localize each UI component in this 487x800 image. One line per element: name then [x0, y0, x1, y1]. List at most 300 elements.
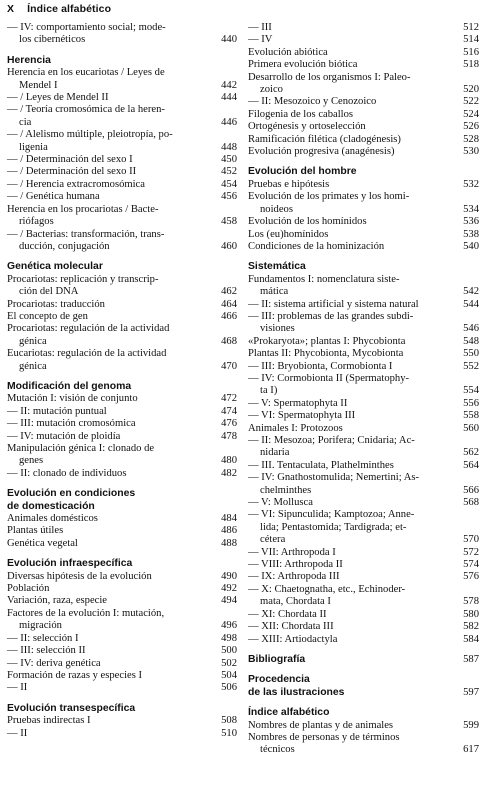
- entry-text: [7, 406, 213, 418]
- page-number: 536: [463, 216, 479, 228]
- page-number: 556: [463, 397, 479, 409]
- page-number: 518: [463, 59, 479, 71]
- index-entry: [7, 393, 237, 405]
- index-section: [248, 666, 479, 699]
- page-number: 486: [221, 525, 237, 537]
- entry-text: [7, 393, 213, 405]
- entry-text: [248, 241, 455, 253]
- page-number: 597: [463, 686, 479, 698]
- entry-line: — IV: Gnathostomulida; Nemertini; As-: [248, 472, 420, 484]
- index-section: [7, 480, 237, 550]
- index-entry: [248, 348, 479, 360]
- entry-text: [7, 431, 213, 443]
- page-number: 444: [221, 92, 237, 104]
- index-entry: [248, 229, 479, 241]
- entry-line: Filogenia de los caballos: [248, 108, 354, 120]
- page-number: 554: [463, 385, 479, 397]
- page-number: 528: [463, 133, 479, 145]
- entry-line: — VII: Arthropoda I: [248, 546, 336, 558]
- section-heading: [7, 261, 237, 273]
- index-section: [7, 47, 237, 254]
- page-number: 490: [221, 570, 237, 582]
- page-number: 526: [463, 121, 479, 133]
- index-section: [248, 22, 479, 158]
- page-number: 462: [221, 286, 237, 298]
- index-entry: [248, 497, 479, 509]
- entry-line: — / Determinación del sexo II: [7, 166, 137, 178]
- entry-line: mata, Chordata I: [260, 596, 331, 608]
- index-entry: [248, 472, 479, 497]
- page-number: 520: [463, 84, 479, 96]
- entry-line: migración: [19, 620, 62, 632]
- section-title: Evolución infraespecífica: [7, 558, 133, 570]
- section-title: Genética molecular: [7, 261, 103, 273]
- index-entry: [248, 146, 479, 158]
- entry-line: riófagos: [19, 216, 54, 228]
- index-entry: [7, 670, 237, 682]
- entry-line: — X: Chaetognatha, etc., Echinoder-: [248, 583, 406, 595]
- entry-line: — VIII: Arthropoda II: [248, 559, 343, 571]
- entry-line: El concepto de gen: [7, 310, 88, 322]
- entry-line: — II: mutación puntual: [7, 405, 107, 417]
- entry-text: [7, 538, 213, 550]
- page-number: 488: [221, 537, 237, 549]
- entry-line: chelminthes: [260, 484, 312, 496]
- entry-text: [248, 311, 455, 336]
- page-number: 534: [463, 203, 479, 215]
- entry-line: — V: Spermatophyta II: [248, 397, 348, 409]
- index-entry: [7, 431, 237, 443]
- entry-line: Fundamentos I: nomenclatura siste-: [248, 273, 400, 285]
- entry-line: — VI: Sipunculida; Kamptozoa; Anne-: [248, 509, 415, 521]
- entry-line: Ramificación filética (cladogénesis): [248, 133, 401, 145]
- entry-line: los cibernéticos: [19, 34, 86, 46]
- entry-text: [248, 621, 455, 633]
- entry-line: — / Alelismo múltiple, pleiotropía, po-: [7, 129, 173, 141]
- entry-line: noideos: [260, 203, 293, 215]
- page-number: 460: [221, 240, 237, 252]
- index-entry: [7, 583, 237, 595]
- entry-text: [248, 373, 455, 398]
- entry-text: [248, 179, 455, 191]
- entry-text: [248, 109, 455, 121]
- index-entry: [7, 311, 237, 323]
- entry-text: [248, 361, 455, 373]
- entry-text: [7, 67, 213, 92]
- index-section: [7, 550, 237, 694]
- entry-text: [7, 92, 213, 104]
- entry-text: [7, 204, 213, 229]
- index-entry: [248, 311, 479, 336]
- index-section: [7, 253, 237, 373]
- entry-line: génica: [19, 360, 47, 372]
- page-number: 470: [221, 360, 237, 372]
- section-title: Procedencia de las ilustraciones: [248, 674, 345, 698]
- entry-line: Herencia en los eucariotas / Leyes de: [7, 67, 165, 79]
- section-title: Modificación del genoma: [7, 380, 132, 392]
- index-section: [248, 646, 479, 666]
- page-number: 540: [463, 240, 479, 252]
- entry-text: [248, 460, 455, 472]
- page-number: 496: [221, 620, 237, 632]
- entry-text: [248, 191, 455, 216]
- index-entry: [7, 468, 237, 480]
- entry-text: [248, 720, 455, 732]
- entry-text: [248, 146, 455, 158]
- page-number: 578: [463, 596, 479, 608]
- index-entry: [248, 361, 479, 373]
- page-number: 508: [221, 715, 237, 727]
- entry-line: Variación, raza, especie: [7, 595, 107, 607]
- entry-line: lida; Pentastomida; Tardigrada; et-: [260, 521, 407, 533]
- entry-line: — / Leyes de Mendel II: [7, 92, 109, 104]
- page-number: 510: [221, 727, 237, 739]
- page-number: 474: [221, 405, 237, 417]
- index-entry: [248, 621, 479, 633]
- index-entry: [248, 559, 479, 571]
- entry-text: [248, 435, 455, 460]
- index-entry: [248, 336, 479, 348]
- page-number: 484: [221, 513, 237, 525]
- entry-line: ción del DNA: [19, 286, 79, 298]
- entry-line: Formación de razas y especies I: [7, 669, 143, 681]
- entry-text: [7, 348, 213, 373]
- page-number: 584: [463, 633, 479, 645]
- page-number: 530: [463, 146, 479, 158]
- entry-line: Plantas útiles: [7, 525, 64, 537]
- entry-text: [248, 732, 455, 757]
- entry-line: Manipulación génica I: clonado de: [7, 443, 155, 454]
- entry-line: — / Bacterias: transformación, trans-: [7, 228, 165, 240]
- right-column: [248, 22, 479, 757]
- entry-line: — II: sistema artificial y sistema natural: [248, 298, 419, 310]
- entry-text: [248, 59, 455, 71]
- entry-text: [7, 608, 213, 633]
- section-title: Evolución transespecífica: [7, 702, 136, 714]
- section-title: Índice alfabético: [248, 707, 330, 719]
- entry-text: [7, 154, 213, 166]
- entry-text: [7, 525, 213, 537]
- page-number: 516: [463, 46, 479, 58]
- index-entry: [7, 728, 237, 740]
- entry-line: Los (eu)homínidos: [248, 228, 329, 240]
- index-entry: [7, 538, 237, 550]
- index-section: [248, 158, 479, 253]
- entry-text: [7, 418, 213, 430]
- page-number: 566: [463, 484, 479, 496]
- index-entry: [248, 509, 479, 546]
- entry-text: [248, 509, 455, 546]
- index-section: [248, 699, 479, 757]
- page-number: 452: [221, 166, 237, 178]
- index-entry: [7, 682, 237, 694]
- entry-line: Evolución progresiva (anagénesis): [248, 146, 395, 158]
- page-number: 512: [463, 22, 479, 33]
- index-entry: [7, 658, 237, 670]
- page-number: 464: [221, 298, 237, 310]
- entry-line: — II: clonado de individuos: [7, 467, 127, 479]
- entry-line: — II: selección I: [7, 632, 79, 644]
- entry-text: [7, 583, 213, 595]
- entry-text: [7, 191, 213, 203]
- section-heading: [7, 381, 237, 393]
- entry-text: [7, 571, 213, 583]
- index-entry: [248, 609, 479, 621]
- entry-line: Condiciones de la hominización: [248, 240, 385, 252]
- entry-line: Animales domésticos: [7, 513, 98, 525]
- entry-text: [248, 96, 455, 108]
- entry-line: — III: [248, 22, 272, 33]
- entry-line: zoico: [260, 84, 283, 96]
- page-number: 454: [221, 178, 237, 190]
- entry-line: — XII: Chordata III: [248, 621, 334, 633]
- page-number: 478: [221, 430, 237, 442]
- entry-line: Herencia en los procariotas / Bacte-: [7, 203, 159, 215]
- index-entry: [7, 92, 237, 104]
- index-entry: [7, 323, 237, 348]
- entry-line: Evolución de los homínidos: [248, 216, 367, 228]
- entry-text: [248, 274, 455, 299]
- index-entry: [7, 129, 237, 154]
- index-entry: [248, 423, 479, 435]
- section-heading: [248, 261, 479, 273]
- entry-text: [7, 670, 213, 682]
- entry-text: [7, 129, 213, 154]
- entry-text: [7, 274, 213, 299]
- entry-line: — III: Bryobionta, Cormobionta I: [248, 360, 393, 372]
- entry-line: — III: problemas de las grandes subdi-: [248, 310, 414, 322]
- page-number: 456: [221, 191, 237, 203]
- entry-line: Primera evolución biótica: [248, 59, 358, 71]
- index-entry: [248, 179, 479, 191]
- index-entry: [7, 274, 237, 299]
- page-number: 582: [463, 621, 479, 633]
- entry-line: Pruebas indirectas I: [7, 715, 91, 727]
- page-number: 570: [463, 534, 479, 546]
- entry-text: [248, 229, 455, 241]
- page-number: 458: [221, 216, 237, 228]
- entry-text: [248, 216, 455, 228]
- entry-line: Factores de la evolución I: mutación,: [7, 607, 165, 619]
- entry-text: [7, 645, 213, 657]
- entry-line: Evolución abiótica: [248, 46, 328, 58]
- index-entry: [7, 608, 237, 633]
- section-title: Sistemática: [248, 261, 306, 273]
- entry-line: ligenia: [19, 141, 48, 153]
- index-entry: [248, 216, 479, 228]
- index-section: [7, 695, 237, 740]
- index-entry: [248, 571, 479, 583]
- page-number: 542: [463, 286, 479, 298]
- entry-text: [7, 299, 213, 311]
- entry-text: [248, 423, 455, 435]
- index-entry: [248, 59, 479, 71]
- entry-line: — / Determinación del sexo I: [7, 154, 133, 166]
- page-number: 500: [221, 645, 237, 657]
- page-title: Índice alfabético: [27, 3, 112, 15]
- entry-text: [7, 513, 213, 525]
- entry-line: Procariotas: traducción: [7, 298, 105, 310]
- index-entry: [248, 22, 479, 34]
- index-entry: [7, 179, 237, 191]
- page-number: 476: [221, 418, 237, 430]
- section-title: Bibliografía: [248, 653, 306, 665]
- entry-line: Mendel I: [19, 79, 58, 91]
- entry-text: [248, 410, 455, 422]
- entry-line: Población: [7, 583, 50, 595]
- index-entry: [248, 47, 479, 59]
- page-number: 522: [463, 96, 479, 108]
- index-entry: [248, 274, 479, 299]
- page-number: 468: [221, 335, 237, 347]
- entry-line: Procariotas: regulación de la actividad: [7, 323, 170, 335]
- page-number: 446: [221, 116, 237, 128]
- entry-line: Mutación I: visión de conjunto: [7, 393, 138, 405]
- index-entry: [7, 525, 237, 537]
- section-title: Evolución en condiciones de domesticación: [7, 488, 136, 512]
- index-entry: [7, 166, 237, 178]
- page-number: 548: [463, 335, 479, 347]
- index-entry: [7, 67, 237, 92]
- page-number: 580: [463, 608, 479, 620]
- section-title: Herencia: [7, 54, 51, 66]
- page-number: 442: [221, 79, 237, 91]
- page-number: 550: [463, 348, 479, 360]
- entry-line: — / Herencia extracromosómica: [7, 178, 145, 190]
- entry-line: ta I): [260, 385, 278, 397]
- page-number: 552: [463, 360, 479, 372]
- index-entry: [7, 154, 237, 166]
- entry-line: técnicos: [260, 744, 295, 756]
- entry-line: — III: selección II: [7, 645, 86, 657]
- entry-line: genes: [19, 455, 44, 467]
- entry-line: — II: Mesozoico y Cenozoico: [248, 96, 377, 108]
- entry-text: [248, 348, 455, 360]
- entry-line: — IV: mutación de ploidía: [7, 430, 121, 442]
- entry-text: [248, 584, 455, 609]
- page-number: 617: [463, 744, 479, 756]
- section-heading: [248, 166, 479, 178]
- entry-text: [248, 336, 455, 348]
- entry-line: Ortogénesis y ortoselección: [248, 121, 366, 133]
- entry-text: [248, 47, 455, 59]
- entry-line: — IV: Cormobionta II (Spermatophy-: [248, 372, 410, 384]
- index-section: [7, 373, 237, 480]
- entry-line: Diversas hipótesis de la evolución: [7, 570, 152, 582]
- page-number: 498: [221, 632, 237, 644]
- entry-line: Nombres de personas y de términos: [248, 731, 400, 743]
- entry-line: — IV: comportamiento social; mode-: [7, 22, 166, 33]
- entry-text: [7, 595, 213, 607]
- page-number: 576: [463, 571, 479, 583]
- section-heading: [7, 488, 237, 513]
- entry-text: [248, 299, 455, 311]
- index-entry: [248, 435, 479, 460]
- entry-text: [7, 104, 213, 129]
- section-heading: [7, 703, 237, 715]
- entry-line: «Prokaryota»; plantas I: Phycobionta: [248, 335, 406, 347]
- page-number: 544: [463, 298, 479, 310]
- entry-line: Evolución de los primates y los homi-: [248, 191, 410, 203]
- index-entry: [7, 595, 237, 607]
- page-number: 450: [221, 154, 237, 166]
- entry-text: [7, 468, 213, 480]
- entry-text: [248, 134, 455, 146]
- entry-line: — XI: Chordata II: [248, 608, 327, 620]
- entry-text: [7, 323, 213, 348]
- section-heading: [7, 558, 237, 570]
- index-entry: [248, 460, 479, 472]
- page-number: 524: [463, 108, 479, 120]
- page-number: 560: [463, 422, 479, 434]
- entry-line: cétera: [260, 534, 286, 546]
- entry-line: — V: Mollusca: [248, 497, 313, 509]
- page-number: 492: [221, 583, 237, 595]
- index-entry: [7, 406, 237, 418]
- page-number: 574: [463, 559, 479, 571]
- entry-text: [7, 443, 213, 468]
- entry-text: [7, 179, 213, 191]
- entry-line: Eucariotas: regulación de la actividad: [7, 348, 167, 360]
- index-entry: [248, 191, 479, 216]
- page-number: 514: [463, 34, 479, 46]
- entry-text: [7, 658, 213, 670]
- index-entry: [248, 634, 479, 646]
- entry-line: — VI: Spermatophyta III: [248, 410, 356, 422]
- page-number: 466: [221, 310, 237, 322]
- entry-text: [248, 72, 455, 97]
- index-entry: [248, 410, 479, 422]
- page-header: [7, 3, 111, 15]
- page-number: 448: [221, 141, 237, 153]
- index-entry: [7, 191, 237, 203]
- page-number: 562: [463, 447, 479, 459]
- entry-text: [7, 682, 213, 694]
- entry-line: Pruebas e hipótesis: [248, 178, 330, 190]
- index-entry: [7, 443, 237, 468]
- page-number: 599: [463, 719, 479, 731]
- page-number: 504: [221, 669, 237, 681]
- chapter-number: X: [7, 3, 15, 15]
- entry-line: Genética vegetal: [7, 537, 78, 549]
- entry-line: — III. Tentaculata, Plathelminthes: [248, 459, 394, 471]
- index-entry: [7, 104, 237, 129]
- page-number: 494: [221, 595, 237, 607]
- entry-line: — XIII: Artiodactyla: [248, 633, 338, 645]
- page-number: 532: [463, 178, 479, 190]
- entry-text: [248, 609, 455, 621]
- entry-line: génica: [19, 335, 47, 347]
- entry-text: [248, 398, 455, 410]
- index-entry: [248, 109, 479, 121]
- entry-text: [7, 728, 213, 740]
- index-entry: [248, 373, 479, 398]
- left-column: [7, 22, 237, 740]
- index-entry: [7, 571, 237, 583]
- index-entry: [7, 513, 237, 525]
- page-number: 502: [221, 657, 237, 669]
- index-entry: [7, 633, 237, 645]
- page-number: 472: [221, 393, 237, 405]
- index-entry: [7, 418, 237, 430]
- index-entry: [248, 121, 479, 133]
- index-entry: [248, 547, 479, 559]
- entry-text: [248, 497, 455, 509]
- section-heading: [7, 55, 237, 67]
- entry-line: — / Teoría cromosómica de la heren-: [7, 104, 165, 116]
- entry-text: [7, 715, 213, 727]
- index-entry: [248, 299, 479, 311]
